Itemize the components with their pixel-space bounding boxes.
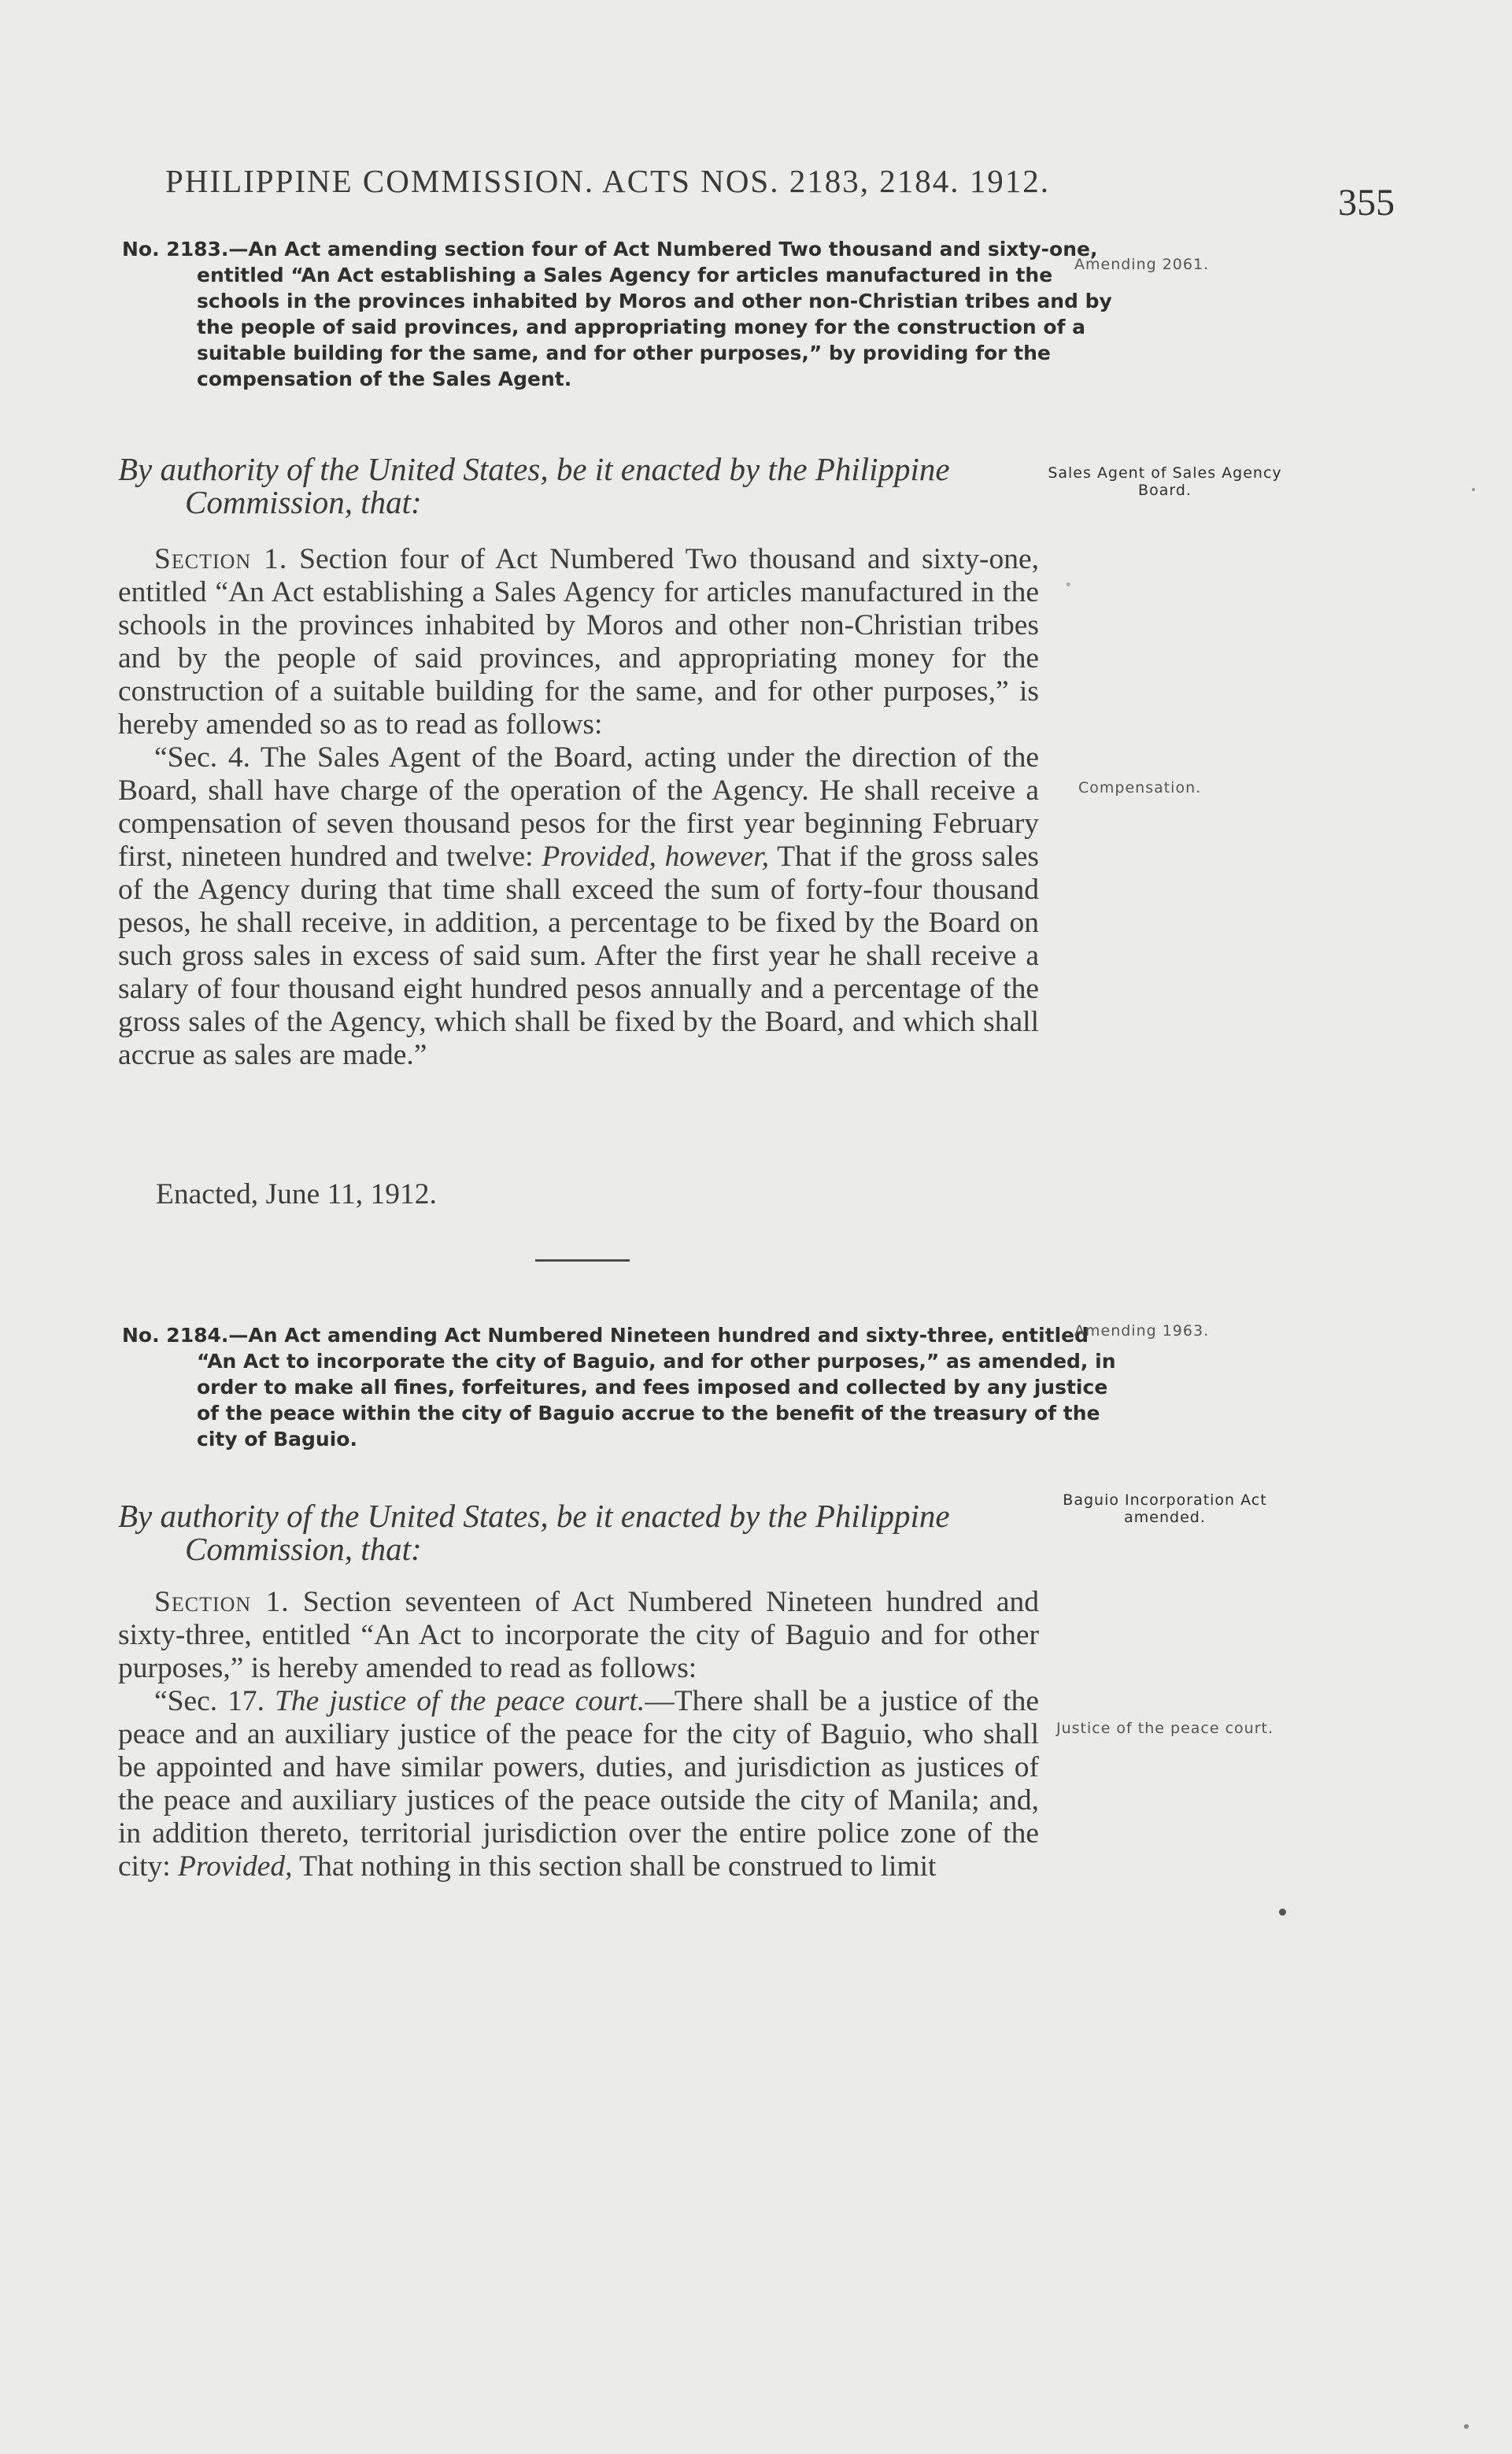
- sec-text-2: That if the gross sales of the Agency during that time shall exceed the sum of forty-four thousand pesos, he shall receive, in addition, a percentage to be fixed by the Board on such gross sales in excess of said sum. After the first year he shall receive a salary of four thousand eight hundred pesos annually and a percentage of the gross sales of the Agency, which shall be fixed by the Board, and which shall accrue as sales are made.”: [118, 841, 1039, 1071]
- margin-note-baguio: Baguio Incorporation Act amended.: [1063, 1491, 1267, 1526]
- sec-heading: The justice of the peace court.: [264, 1685, 645, 1717]
- act-2183-enacting-clause: By authority of the United States, be it enacted by the Philippine Commission, that:: [118, 451, 950, 520]
- margin-note-sales-agent: Sales Agent of Sales Agency Board.: [1048, 464, 1282, 499]
- scan-speck: [1279, 1909, 1286, 1916]
- running-head: PHILIPPINE COMMISSION. ACTS NOS. 2183, 2184. 1912.: [165, 163, 1050, 199]
- sec-text-1: —There shall be a justice of the peace and an auxiliary justice of the peace for the city of Baguio, who shall be appointed and have similar powers, duties, and jurisdiction as justices of the peace and auxiliary justices of the peace outside the city of Manila; and, in addition thereto, territorial jurisdiction over the entire police zone of the city:: [118, 1685, 1039, 1883]
- section-label: Section 1.: [154, 1586, 290, 1618]
- act-2184-enacting-clause: By authority of the United States, be it enacted by the Philippine Commission, that:: [118, 1498, 950, 1567]
- proviso: Provided, however,: [542, 841, 769, 873]
- act-2184-title: [122, 1322, 1126, 1452]
- scan-speck: [1067, 582, 1070, 586]
- scan-speck: [1472, 488, 1475, 491]
- sec-label: “Sec. 17.: [154, 1685, 265, 1717]
- margin-note-compensation: Compensation.: [1078, 779, 1202, 796]
- act-2184-section-1: [118, 1586, 1039, 1685]
- act-2183-sec-4: [118, 741, 1039, 1072]
- section-text: Section seventeen of Act Numbered Nineteen hundred and sixty-three, entitled “An Act to incorporate the city of Baguio and for other purposes,” is hereby amended to read as follows:: [118, 1586, 1039, 1684]
- margin-note-justice: Justice of the peace court.: [1055, 1720, 1274, 1737]
- act-2184-number: No. 2184.: [122, 1324, 229, 1347]
- proviso: Provided,: [178, 1850, 293, 1883]
- act-2184-title-text: —An Act amending Act Numbered Nineteen hundred and sixty-three, entitled “An Act to incorporate the city of Baguio, and for other purposes,” as amended, in order to make all fines, forfeitures, and fees imposed and collected by any justice of the peace within the city of Baguio accrue to the benefit of the treasury of the city of Baguio.: [197, 1324, 1116, 1451]
- sec-text-2: That nothing in this section shall be construed to limit: [292, 1850, 937, 1883]
- act-2183-number: No. 2183.: [122, 238, 229, 261]
- act-2183-title-text: —An Act amending section four of Act Numbered Two thousand and sixty-one, entitled “An Act establishing a Sales Agency for articles manufactured in the schools in the provinces inhabited by Moros and other non-Christian tribes and by the people of said provinces, and appropriating money for the construction of a suitable building for the same, and for other purposes,” by providing for the compensation of the Sales Agent.: [197, 238, 1112, 390]
- act-2184-sec-17: [118, 1685, 1039, 1883]
- margin-note-amending-2061: Amending 2061.: [1074, 256, 1210, 273]
- section-text: Section four of Act Numbered Two thousand and sixty-one, entitled “An Act establishing a Sales Agency for articles manufactured in the schools in the provinces inhabited by Moros and other non-Christian tribes and by the people of said provinces, and appropriating money for the construction of a suitable building for the same, and for other purposes,” is hereby amended so as to read as follows:: [118, 543, 1039, 741]
- sec-label: “Sec. 4.: [154, 741, 250, 774]
- sec-text-1: The Sales Agent of the Board, acting under the direction of the Board, shall have charge of the operation of the Agency. He shall receive a compensation of seven thousand pesos for the first year beginning February first, nineteen hundred and twelve:: [118, 741, 1039, 873]
- section-label: Section 1.: [154, 543, 288, 575]
- act-2183-section-1: [118, 543, 1039, 741]
- scan-speck: [1464, 2424, 1469, 2429]
- page-number: 355: [1338, 182, 1395, 224]
- margin-note-amending-1963: Amending 1963.: [1074, 1322, 1210, 1340]
- act-2183-body: [118, 543, 1039, 1072]
- act-2183-enacted-date: Enacted, June 11, 1912.: [156, 1178, 437, 1210]
- act-2183-title: [122, 236, 1126, 392]
- section-divider: [535, 1259, 630, 1262]
- act-2184-body: [118, 1586, 1039, 1883]
